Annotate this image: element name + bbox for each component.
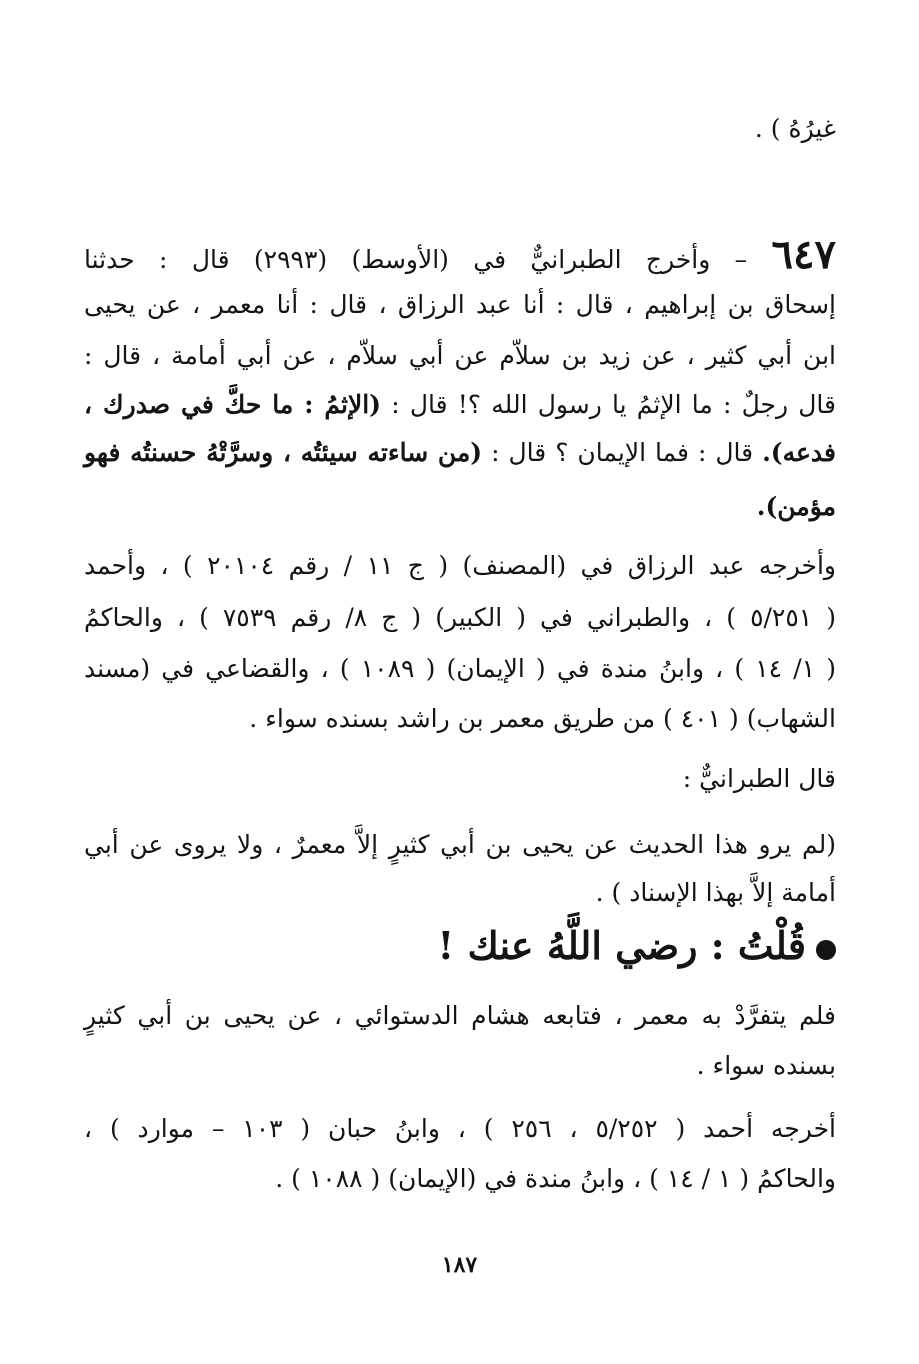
mutaba-line-2: بسنده سواء . bbox=[696, 1051, 836, 1080]
hadith-question: قال رجلٌ : ما الإثمُ يا رسول الله ؟! قال : bbox=[381, 390, 837, 419]
hadith-line-2: إسحاق بن إبراهيم ، قال : أنا عبد الرزاق ، قال : أنا معمر ، عن يحيى bbox=[84, 290, 836, 319]
top-fragment bbox=[84, 108, 836, 150]
mutaba-line-1: فلم يتفرَّدْ به معمر ، فتابعه هشام الدستوائي ، عن يحيى بن أبي كثيرٍ bbox=[84, 1001, 836, 1030]
tabarani-intro: قال الطبرانيٌّ : bbox=[682, 764, 836, 793]
takhrij-line-1: وأخرجه عبد الرزاق في (المصنف) ( ج ١١ / رقم ٢٠١٠٤ ) ، وأحمد bbox=[84, 551, 836, 580]
section-heading-text: قُلْتُ : رضي اللَّهُ عنك ! bbox=[437, 923, 806, 968]
hadith-line-5 bbox=[84, 432, 836, 474]
takhrij-line-2: ( ٥/٢٥١ ) ، والطبراني في ( الكبير) ( ج ٨/ رقم ٧٥٣٩ ) ، والحاكمُ bbox=[84, 603, 836, 632]
bullet-icon bbox=[816, 940, 836, 960]
final-line-1: أخرجه أحمد ( ٥/٢٥٢ ، ٢٥٦ ) ، وابنُ حبان ( ١٠٣ – موارد ) ، bbox=[84, 1114, 836, 1143]
hadith-line-1 bbox=[84, 231, 836, 281]
hadith-line-4 bbox=[84, 384, 836, 426]
tabarani-quote-line-2: أمامة إلاَّ بهذا الإسناد ) . bbox=[595, 878, 836, 907]
page-number: ١٨٧ bbox=[441, 1252, 478, 1278]
tabarani-quote-line-1: (لم يرو هذا الحديث عن يحيى بن أبي كثيرٍ إلاَّ معمرٌ ، ولا يروى عن أبي bbox=[84, 830, 836, 859]
hadith-question-2: قال : فما الإيمان ؟ قال : bbox=[482, 438, 763, 467]
hadith-answer-1-end: فدعه). bbox=[762, 438, 836, 467]
section-heading bbox=[438, 918, 836, 974]
final-line-2: والحاكمُ ( ١ / ١٤ ) ، وابنُ مندة في (الإيمان) ( ١٠٨٨ ) . bbox=[275, 1164, 836, 1193]
hadith-answer-2: (من ساءته سيئتُه ، وسرَّتْهُ حسنتُه فهو bbox=[84, 438, 483, 467]
hadith-answer-1: (الإثمُ : ما حكَّ في صدرك ، bbox=[84, 390, 382, 419]
hadith-line-3: ابن أبي كثير ، عن زيد بن سلاّم عن أبي سلاّم ، عن أبي أمامة ، قال : bbox=[84, 341, 836, 370]
hadith-number: ٦٤٧ bbox=[771, 231, 836, 278]
hadith-line-6: مؤمن). bbox=[756, 492, 836, 521]
takhrij-line-3: ( ١/ ١٤ ) ، وابنُ مندة في ( الإيمان) ( ١٠٨٩ ) ، والقضاعي في (مسند bbox=[84, 654, 836, 683]
hadith-line-1-text: – وأخرج الطبرانيٌّ في (الأوسط) (٢٩٩٣) قال : حدثنا bbox=[84, 245, 772, 274]
takhrij-line-4: الشهاب) ( ٤٠١ ) من طريق معمر بن راشد بسنده سواء . bbox=[249, 704, 836, 733]
top-fragment-text: غيرُهُ ) . bbox=[754, 114, 836, 143]
